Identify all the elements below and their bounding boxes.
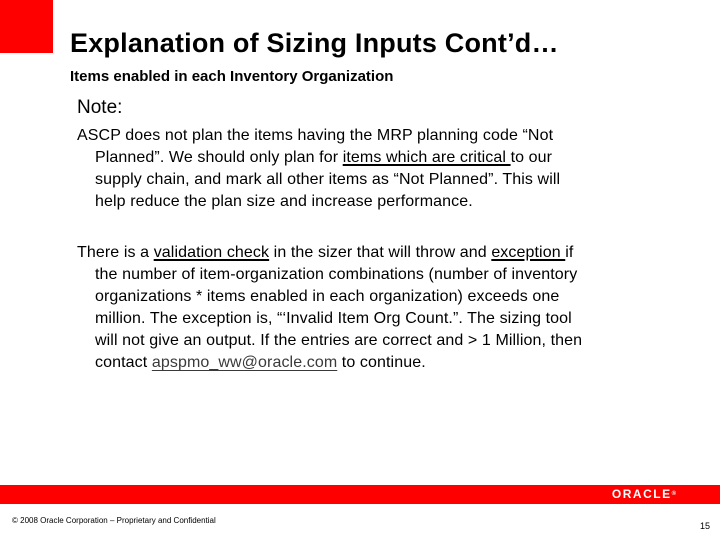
note-paragraph-2 bbox=[77, 242, 647, 374]
para2-line-3: organizations * items enabled in each organization) exceeds one bbox=[95, 288, 560, 305]
para2-line-2: the number of item-organization combinations (number of inventory bbox=[95, 266, 578, 283]
para2-line-1-c: if bbox=[565, 244, 574, 261]
brand-red-square bbox=[0, 0, 53, 53]
exception-underline: exception bbox=[491, 244, 566, 261]
para2-line-1-b: in the sizer that will throw and bbox=[269, 244, 492, 261]
validation-check-underline: validation check bbox=[153, 244, 270, 261]
slide-subtitle: Items enabled in each Inventory Organization bbox=[70, 68, 394, 85]
para1-line-2-start: Planned”. We should only plan for bbox=[95, 149, 343, 166]
page-number: 15 bbox=[699, 521, 710, 531]
para2-line-4: million. The exception is, “‘Invalid Item Org Count.”. The sizing tool bbox=[95, 310, 572, 327]
para2-line-1-a: There is a bbox=[77, 244, 154, 261]
note-label: Note: bbox=[77, 97, 123, 118]
copyright-notice: © 2008 Oracle Corporation – Proprietary and Confidential bbox=[12, 516, 216, 525]
para1-line-2 bbox=[77, 147, 647, 169]
para2-line-6-b: to continue. bbox=[337, 354, 426, 371]
para2-line-5: will not give an output. If the entries are correct and > 1 Million, then bbox=[95, 332, 583, 349]
para1-line-1: ASCP does not plan the items having the MRP planning code “Not bbox=[77, 127, 554, 144]
oracle-logo-text: ORACLE bbox=[611, 487, 672, 501]
oracle-logo-registered-mark: ® bbox=[671, 491, 676, 497]
oracle-logo bbox=[612, 486, 676, 502]
para2-line-6 bbox=[77, 352, 647, 374]
para2-line-6-a: contact bbox=[95, 354, 152, 371]
note-paragraph-1 bbox=[77, 125, 647, 213]
slide-title: Explanation of Sizing Inputs Cont’d… bbox=[70, 28, 559, 58]
para1-line-2-end: to our bbox=[510, 149, 553, 166]
para1-line-3: supply chain, and mark all other items as “Not Planned”. This will bbox=[95, 171, 561, 188]
critical-items-underline: items which are critical bbox=[342, 149, 511, 166]
para1-line-4: help reduce the plan size and increase performance. bbox=[95, 193, 473, 210]
para2-line-1 bbox=[77, 242, 647, 264]
contact-email-link[interactable]: apspmo_ww@oracle.com bbox=[151, 354, 338, 371]
